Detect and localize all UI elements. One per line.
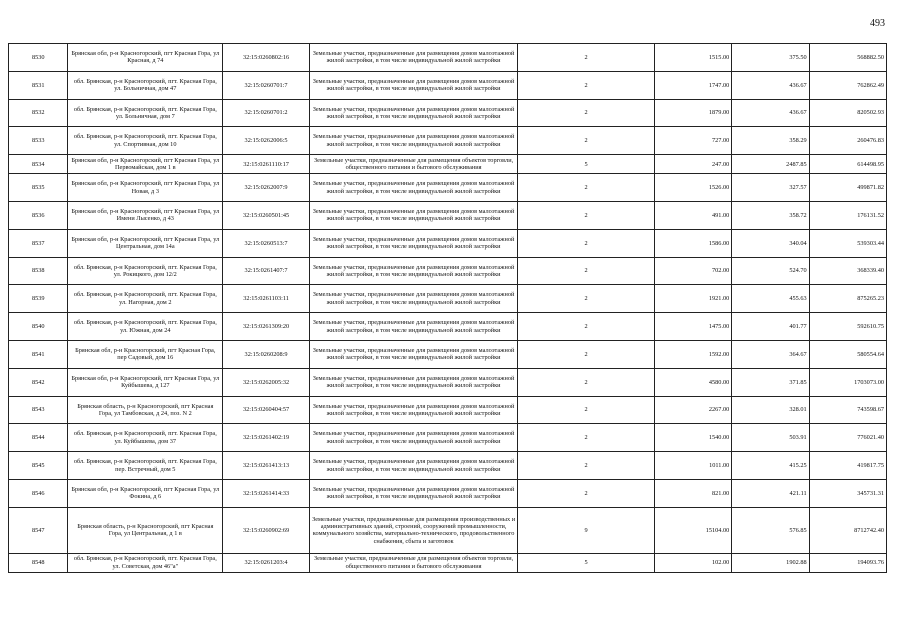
area-cell: 491.00 (654, 201, 731, 229)
row-number-cell: 8533 (9, 127, 68, 155)
cadastral-number-cell: 32:15:0261203:4 (223, 553, 310, 572)
row-number-cell: 8540 (9, 313, 68, 341)
area-cell: 1540.00 (654, 424, 731, 452)
cadastral-number-cell: 32:15:0260802:16 (223, 44, 310, 72)
specific-value-cell: 576.85 (732, 507, 809, 553)
table-row (9, 340, 887, 368)
row-number-cell: 8538 (9, 257, 68, 285)
cadastral-cost-cell: 539303.44 (809, 229, 886, 257)
row-number-cell: 8547 (9, 507, 68, 553)
land-use-cell: Земельные участки, предназначенные для размещения производственных и административных зданий, строений, сооружений промышленности, коммунального хозяйства, материально-технического, продовольственного снабжения, сбыта и заготовок (309, 507, 517, 553)
specific-value-cell: 436.67 (732, 99, 809, 127)
area-cell: 1747.00 (654, 71, 731, 99)
specific-value-cell: 364.67 (732, 340, 809, 368)
group-number-cell: 2 (518, 313, 655, 341)
area-cell: 2267.00 (654, 396, 731, 424)
address-cell: Брянская обл, р-н Красногорский, пгт Красная Гора, ул Имени Лысенко, д 43 (68, 201, 223, 229)
table-row (9, 424, 887, 452)
address-cell: обл. Брянская, р-н Красногорский, пгт. Красная Гора, ул. Больничная, дом 7 (68, 99, 223, 127)
address-cell: Брянская обл, р-н Красногорский, пгт Красная Гора, ул Новая, д 3 (68, 174, 223, 202)
address-cell: обл. Брянская, р-н Красногорский, пгт. Красная Гора, ул. Рокицкого, дом 12/2 (68, 257, 223, 285)
group-number-cell: 2 (518, 479, 655, 507)
cadastral-cost-cell: 368339.40 (809, 257, 886, 285)
land-use-cell: Земельные участки, предназначенные для размещения домов малоэтажной жилой застройки, в том числе индивидуальной жилой застройки (309, 174, 517, 202)
table-row (9, 44, 887, 72)
table-row (9, 201, 887, 229)
land-use-cell: Земельные участки, предназначенные для размещения домов малоэтажной жилой застройки, в том числе индивидуальной жилой застройки (309, 396, 517, 424)
group-number-cell: 5 (518, 155, 655, 174)
row-number-cell: 8543 (9, 396, 68, 424)
address-cell: Брянская обл, р-н Красногорский, пгт Красная Гора, ул Фокина, д 6 (68, 479, 223, 507)
table-row (9, 553, 887, 572)
cadastral-cost-cell: 419817.75 (809, 452, 886, 480)
group-number-cell: 2 (518, 257, 655, 285)
area-cell: 1475.00 (654, 313, 731, 341)
group-number-cell: 2 (518, 285, 655, 313)
land-use-cell: Земельные участки, предназначенные для размещения домов малоэтажной жилой застройки, в том числе индивидуальной жилой застройки (309, 368, 517, 396)
table-row (9, 285, 887, 313)
row-number-cell: 8535 (9, 174, 68, 202)
cadastral-number-cell: 32:15:0260902:69 (223, 507, 310, 553)
cadastral-number-cell: 32:15:0260208:9 (223, 340, 310, 368)
cadastral-cost-cell: 8712742.40 (809, 507, 886, 553)
specific-value-cell: 340.04 (732, 229, 809, 257)
address-cell: обл. Брянская, р-н Красногорский, пгт. Красная Гора, ул. Больничная, дом 47 (68, 71, 223, 99)
row-number-cell: 8532 (9, 99, 68, 127)
area-cell: 821.00 (654, 479, 731, 507)
row-number-cell: 8542 (9, 368, 68, 396)
cadastral-number-cell: 32:15:0261309:20 (223, 313, 310, 341)
specific-value-cell: 455.63 (732, 285, 809, 313)
area-cell: 1515.00 (654, 44, 731, 72)
address-cell: обл. Брянская, р-н Красногорский, пгт. Красная Гора, ул. Южная, дом 24 (68, 313, 223, 341)
group-number-cell: 2 (518, 424, 655, 452)
address-cell: Брянская область, р-н Красногорский, пгт Красная Гора, ул Центральная, д 1 в (68, 507, 223, 553)
cadastral-cost-cell: 743598.67 (809, 396, 886, 424)
address-cell: Брянская обл, р-н Красногорский, пгт Красная Гора, пер Садовый, дом 16 (68, 340, 223, 368)
specific-value-cell: 328.01 (732, 396, 809, 424)
table-row (9, 368, 887, 396)
cadastral-cost-cell: 345731.31 (809, 479, 886, 507)
cadastral-number-cell: 32:15:0260701:7 (223, 71, 310, 99)
table-row (9, 127, 887, 155)
area-cell: 727.00 (654, 127, 731, 155)
table-row (9, 257, 887, 285)
area-cell: 1586.00 (654, 229, 731, 257)
cadastral-cost-cell: 176131.52 (809, 201, 886, 229)
cadastral-registry-table (8, 43, 887, 573)
land-use-cell: Земельные участки, предназначенные для размещения домов малоэтажной жилой застройки, в том числе индивидуальной жилой застройки (309, 44, 517, 72)
specific-value-cell: 375.50 (732, 44, 809, 72)
cadastral-number-cell: 32:15:0260501:45 (223, 201, 310, 229)
land-use-cell: Земельные участки, предназначенные для размещения домов малоэтажной жилой застройки, в том числе индивидуальной жилой застройки (309, 340, 517, 368)
cadastral-number-cell: 32:15:0261110:17 (223, 155, 310, 174)
row-number-cell: 8539 (9, 285, 68, 313)
area-cell: 1879.00 (654, 99, 731, 127)
address-cell: обл. Брянская, р-н Красногорский, пгт. Красная Гора, ул. Нагорная, дом 2 (68, 285, 223, 313)
group-number-cell: 2 (518, 71, 655, 99)
area-cell: 1526.00 (654, 174, 731, 202)
group-number-cell: 2 (518, 368, 655, 396)
address-cell: обл. Брянская, р-н Красногорский, пгт. Красная Гора, пер. Встречный, дом 5 (68, 452, 223, 480)
row-number-cell: 8541 (9, 340, 68, 368)
cadastral-number-cell: 32:15:0260404:57 (223, 396, 310, 424)
table-row (9, 479, 887, 507)
group-number-cell: 2 (518, 452, 655, 480)
row-number-cell: 8537 (9, 229, 68, 257)
table-row (9, 174, 887, 202)
specific-value-cell: 415.25 (732, 452, 809, 480)
area-cell: 102.00 (654, 553, 731, 572)
table-row (9, 99, 887, 127)
specific-value-cell: 2487.85 (732, 155, 809, 174)
cadastral-cost-cell: 614498.95 (809, 155, 886, 174)
land-use-cell: Земельные участки, предназначенные для размещения домов малоэтажной жилой застройки, в том числе индивидуальной жилой застройки (309, 99, 517, 127)
address-cell: обл. Брянская, р-н Красногорский, пгт. Красная Гора, ул. Куйбышева, дом 37 (68, 424, 223, 452)
cadastral-number-cell: 32:15:0261407:7 (223, 257, 310, 285)
cadastral-cost-cell: 568882.50 (809, 44, 886, 72)
group-number-cell: 2 (518, 396, 655, 424)
cadastral-number-cell: 32:15:0261103:11 (223, 285, 310, 313)
area-cell: 247.00 (654, 155, 731, 174)
specific-value-cell: 371.85 (732, 368, 809, 396)
address-cell: обл. Брянская, р-н Красногорский, пгт. Красная Гора, ул. Советская, дом 46"а" (68, 553, 223, 572)
group-number-cell: 2 (518, 44, 655, 72)
address-cell: Брянская обл, р-н Красногорский, пгт Красная Гора, ул Центральная, дом 14а (68, 229, 223, 257)
row-number-cell: 8534 (9, 155, 68, 174)
registry-table-body (9, 44, 887, 573)
land-use-cell: Земельные участки, предназначенные для размещения домов малоэтажной жилой застройки, в том числе индивидуальной жилой застройки (309, 71, 517, 99)
address-cell: обл. Брянская, р-н Красногорский, пгт. Красная Гора, ул. Спортивная, дом 10 (68, 127, 223, 155)
row-number-cell: 8548 (9, 553, 68, 572)
cadastral-cost-cell: 776021.40 (809, 424, 886, 452)
group-number-cell: 2 (518, 340, 655, 368)
cadastral-cost-cell: 194093.76 (809, 553, 886, 572)
specific-value-cell: 421.11 (732, 479, 809, 507)
cadastral-number-cell: 32:15:0262005:32 (223, 368, 310, 396)
group-number-cell: 2 (518, 127, 655, 155)
group-number-cell: 2 (518, 99, 655, 127)
land-use-cell: Земельные участки, предназначенные для размещения домов малоэтажной жилой застройки, в том числе индивидуальной жилой застройки (309, 229, 517, 257)
row-number-cell: 8536 (9, 201, 68, 229)
land-use-cell: Земельные участки, предназначенные для размещения домов малоэтажной жилой застройки, в том числе индивидуальной жилой застройки (309, 201, 517, 229)
group-number-cell: 2 (518, 201, 655, 229)
cadastral-number-cell: 32:15:0260513:7 (223, 229, 310, 257)
table-row (9, 155, 887, 174)
land-use-cell: Земельные участки, предназначенные для размещения домов малоэтажной жилой застройки, в том числе индивидуальной жилой застройки (309, 257, 517, 285)
address-cell: Брянская обл, р-н Красногорский, пгт Красная Гора, ул Первомайская, дом 1 в (68, 155, 223, 174)
cadastral-number-cell: 32:15:0261402:19 (223, 424, 310, 452)
land-use-cell: Земельные участки, предназначенные для размещения домов малоэтажной жилой застройки, в том числе индивидуальной жилой застройки (309, 424, 517, 452)
cadastral-cost-cell: 1703073.00 (809, 368, 886, 396)
table-row (9, 507, 887, 553)
land-use-cell: Земельные участки, предназначенные для размещения домов малоэтажной жилой застройки, в том числе индивидуальной жилой застройки (309, 313, 517, 341)
cadastral-cost-cell: 820502.93 (809, 99, 886, 127)
cadastral-cost-cell: 592610.75 (809, 313, 886, 341)
specific-value-cell: 436.67 (732, 71, 809, 99)
specific-value-cell: 401.77 (732, 313, 809, 341)
area-cell: 4580.00 (654, 368, 731, 396)
address-cell: Брянская обл, р-н Красногорский, пгт Красная Гора, ул Красная, д 74 (68, 44, 223, 72)
group-number-cell: 2 (518, 174, 655, 202)
area-cell: 1592.00 (654, 340, 731, 368)
group-number-cell: 2 (518, 229, 655, 257)
page-number: 493 (870, 18, 885, 29)
specific-value-cell: 1902.88 (732, 553, 809, 572)
row-number-cell: 8546 (9, 479, 68, 507)
table-row (9, 396, 887, 424)
land-use-cell: Земельные участки, предназначенные для размещения домов малоэтажной жилой застройки, в том числе индивидуальной жилой застройки (309, 127, 517, 155)
group-number-cell: 5 (518, 553, 655, 572)
cadastral-cost-cell: 499871.82 (809, 174, 886, 202)
table-row (9, 452, 887, 480)
specific-value-cell: 358.72 (732, 201, 809, 229)
specific-value-cell: 503.91 (732, 424, 809, 452)
area-cell: 15104.00 (654, 507, 731, 553)
land-use-cell: Земельные участки, предназначенные для размещения домов малоэтажной жилой застройки, в том числе индивидуальной жилой застройки (309, 452, 517, 480)
table-row (9, 313, 887, 341)
cadastral-number-cell: 32:15:0260701:2 (223, 99, 310, 127)
area-cell: 1011.00 (654, 452, 731, 480)
row-number-cell: 8530 (9, 44, 68, 72)
table-row (9, 229, 887, 257)
area-cell: 1921.00 (654, 285, 731, 313)
cadastral-cost-cell: 762862.49 (809, 71, 886, 99)
specific-value-cell: 524.70 (732, 257, 809, 285)
cadastral-number-cell: 32:15:0261414:33 (223, 479, 310, 507)
row-number-cell: 8531 (9, 71, 68, 99)
cadastral-cost-cell: 580554.64 (809, 340, 886, 368)
specific-value-cell: 327.57 (732, 174, 809, 202)
row-number-cell: 8545 (9, 452, 68, 480)
address-cell: Брянская обл, р-н Красногорский, пгт Красная Гора, ул Куйбышева, д 127 (68, 368, 223, 396)
table-row (9, 71, 887, 99)
area-cell: 702.00 (654, 257, 731, 285)
cadastral-number-cell: 32:15:0262007:9 (223, 174, 310, 202)
cadastral-number-cell: 32:15:0261413:13 (223, 452, 310, 480)
specific-value-cell: 358.29 (732, 127, 809, 155)
row-number-cell: 8544 (9, 424, 68, 452)
cadastral-number-cell: 32:15:0262006:5 (223, 127, 310, 155)
land-use-cell: Земельные участки, предназначенные для размещения объектов торговли, общественного питания и бытового обслуживания (309, 155, 517, 174)
land-use-cell: Земельные участки, предназначенные для размещения домов малоэтажной жилой застройки, в том числе индивидуальной жилой застройки (309, 479, 517, 507)
group-number-cell: 9 (518, 507, 655, 553)
land-use-cell: Земельные участки, предназначенные для размещения объектов торговли, общественного питания и бытового обслуживания (309, 553, 517, 572)
cadastral-cost-cell: 260476.83 (809, 127, 886, 155)
cadastral-cost-cell: 875265.23 (809, 285, 886, 313)
land-use-cell: Земельные участки, предназначенные для размещения домов малоэтажной жилой застройки, в том числе индивидуальной жилой застройки (309, 285, 517, 313)
address-cell: Брянская область, р-н Красногорский, пгт Красная Гора, ул Тамбовская, д 24, поз. N 2 (68, 396, 223, 424)
